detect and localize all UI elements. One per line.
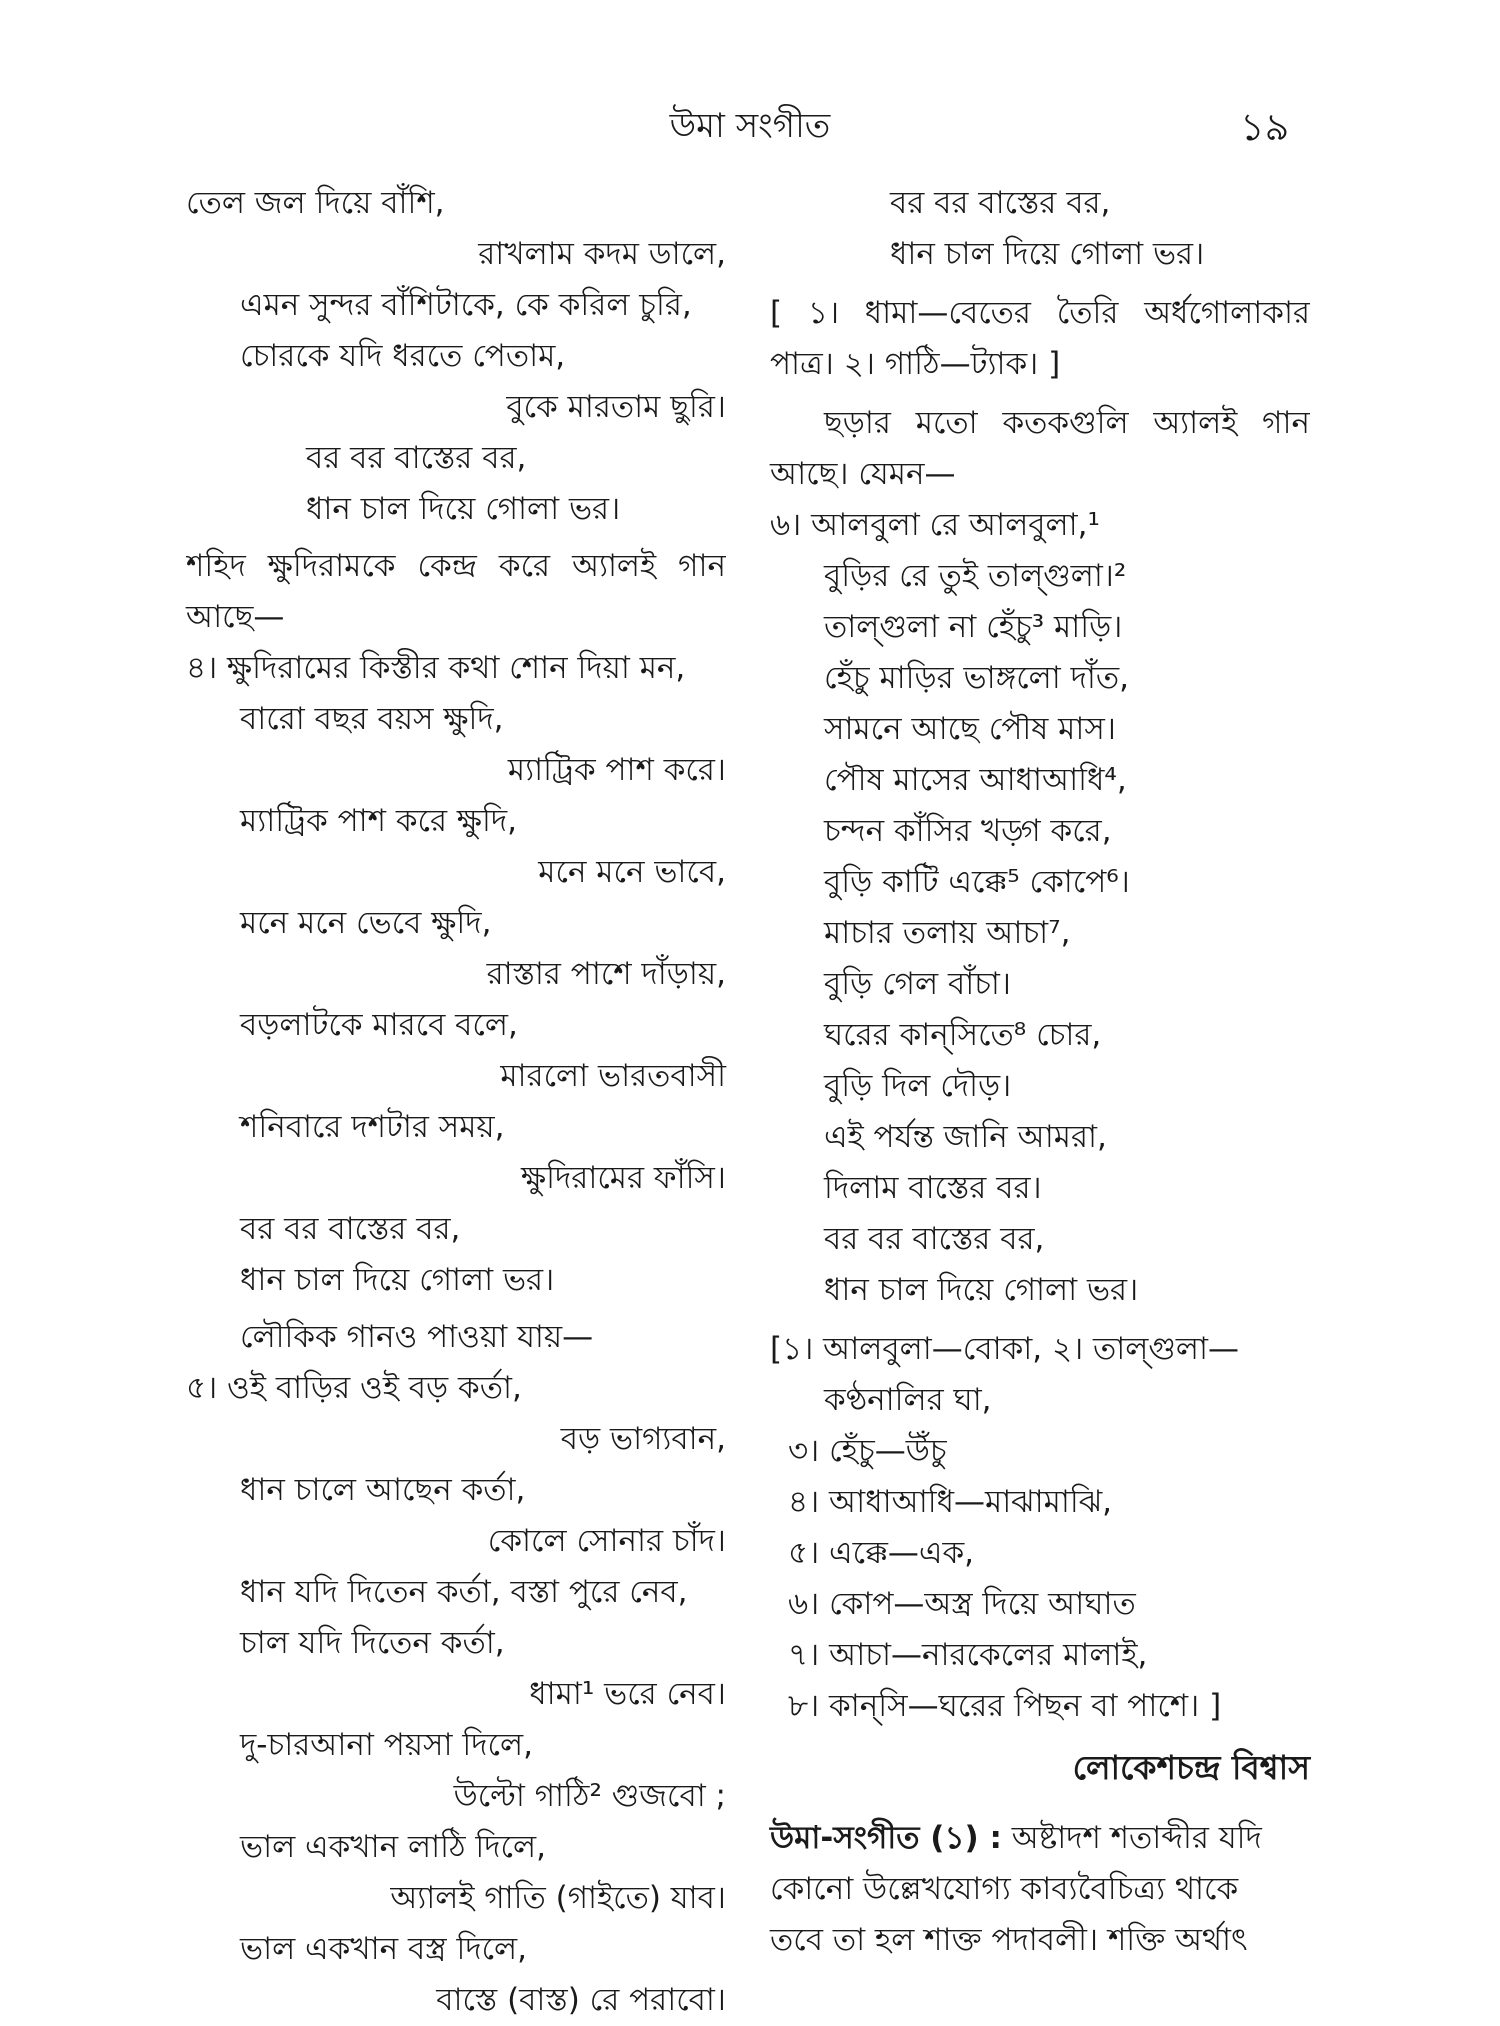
left-column-line: বড় ভাগ্যবান, [560,1421,726,1457]
right-column-line: ঘরের কান্‌সিতে⁸ চোর, [824,1017,1102,1053]
left-column-line: বাস্তে (বাস্ত) রে পরাবো। [436,1982,726,2018]
left-column-line: ধান চালে আছেন কর্তা, [240,1472,526,1508]
right-column-line: মাচার তলায় আচা⁷, [824,915,1071,951]
left-column-line: ভাল একখান লাঠি দিলে, [240,1829,546,1865]
right-column-line: চন্দন কাঁসির খড়্গ করে, [824,813,1112,849]
left-column-line: বর বর বাস্তের বর, [240,1211,461,1247]
left-column-line: ৪। ক্ষুদিরামের কিস্তীর কথা শোন দিয়া মন, [186,650,686,686]
right-column-line: ৮। কান্‌সি—ঘরের পিছন বা পাশে। ] [788,1688,1222,1724]
left-column-line: শনিবারে দশটার সময়, [240,1109,505,1145]
left-column-line: ম্যাট্রিক পাশ করে। [507,752,726,788]
left-column-line: ক্ষুদিরামের ফাঁসি। [521,1160,726,1196]
right-column-line: পাত্র। ২। গাঠি—ট্যাক। ] [770,346,1061,382]
right-column-line: আছে। যেমন— [770,456,956,492]
right-column-line: ৪। আধাআধি—মাঝামাঝি, [788,1484,1113,1520]
left-column-line: ধান যদি দিতেন কর্তা, বস্তা পুরে নেব, [240,1574,688,1610]
left-column-line: মনে মনে ভেবে ক্ষুদি, [240,905,492,941]
closing-text-1: অষ্টাদশ শতাব্দীর যদি [1011,1820,1262,1856]
right-column-line: ছড়ার মতো কতকগুলি অ্যালই গান [824,405,1310,441]
right-column-line: ধান চাল দিয়ে গোলা ভর। [824,1272,1139,1308]
left-column-line: দু-চারআনা পয়সা দিলে, [240,1727,533,1763]
running-title: উমা সংগীত [669,106,831,146]
left-column-line: ভাল একখান বস্ত্র দিলে, [240,1931,528,1967]
right-column-line: বুড়ি দিল দৌড়। [824,1068,1012,1104]
right-column-line: এই পর্যন্ত জানি আমরা, [824,1119,1107,1155]
author-name: লোকেশচন্দ্র বিশ্বাস [1072,1748,1310,1787]
left-column-line: মারলো ভারতবাসী [500,1058,726,1094]
left-column-line: কোলে সোনার চাঁদ। [487,1523,726,1559]
left-column-line: ধান চাল দিয়ে গোলা ভর। [306,491,621,527]
left-column-line: বারো বছর বয়স ক্ষুদি, [240,701,504,737]
left-column-line: ধামা¹ ভরে নেব। [529,1676,726,1712]
closing-paragraph-line-3: তবে তা হল শাক্ত পদাবলী। শক্তি অর্থাৎ [770,1922,1248,1958]
right-column-line: [১। আলবুলা—বোকা, ২। তাল্‌গুলা— [770,1331,1239,1367]
right-column-line: দিলাম বাস্তের বর। [824,1170,1042,1206]
closing-paragraph-line-1 [770,1813,1310,1864]
right-column-line: পৌষ মাসের আধাআধি⁴, [824,762,1127,798]
right-column-line: [ ১। ধামা—বেতের তৈরি অর্ধগোলাকার [770,295,1310,331]
left-column-line: রাস্তার পাশে দাঁড়ায়, [486,956,726,992]
left-column-line: আছে— [186,599,285,635]
left-column-line: চাল যদি দিতেন কর্তা, [240,1625,505,1661]
right-column-line: ৩। হেঁচু—উঁচু [788,1433,947,1469]
left-column-line: চোরকে যদি ধরতে পেতাম, [240,338,566,374]
right-column-line: বুড়ির রে তুই তাল্‌গুলা।² [824,558,1127,594]
right-column [770,178,1310,1966]
right-column-line: তাল্‌গুলা না হেঁচু³ মাড়ি। [824,609,1123,645]
right-column-line: বর বর বাস্তের বর, [824,1221,1045,1257]
right-column-line: ৬। আলবুলা রে আলবুলা,¹ [770,507,1100,543]
left-column-line: রাখলাম কদম ডালে, [478,236,726,272]
right-column-line: ৫। এক্কে—এক, [788,1535,975,1571]
right-column-line: কণ্ঠনালির ঘা, [824,1382,992,1418]
left-column-line: তেল জল দিয়ে বাঁশি, [186,185,445,221]
right-column-line: বুড়ি কাটি এক্কে⁵ কোপে⁶। [824,864,1130,900]
left-column-line: শহিদ ক্ষুদিরামকে কেন্দ্র করে অ্যালই গান [186,548,726,584]
left-column-line: মনে মনে ভাবে, [538,854,726,890]
left-column-line: বর বর বাস্তের বর, [306,440,527,476]
left-column-line: বুকে মারতাম ছুরি। [506,389,726,425]
left-column-line: এমন সুন্দর বাঁশিটাকে, কে করিল চুরি, [240,287,692,323]
left-column [186,178,726,2026]
left-column-line: লৌকিক গানও পাওয়া যায়— [240,1319,594,1355]
left-column-line: বড়লাটকে মারবে বলে, [240,1007,518,1043]
right-column-line: বুড়ি গেল বাঁচা। [824,966,1012,1002]
left-column-line: ম্যাট্রিক পাশ করে ক্ষুদি, [240,803,518,839]
left-column-line: উল্টো গাঠি² গুজবো ; [453,1778,726,1814]
left-column-line: অ্যালই গাতি (গাইতে) যাব। [390,1880,726,1916]
right-column-line: বর বর বাস্তের বর, [890,185,1111,221]
closing-paragraph-line-2: কোনো উল্লেখযোগ্য কাব্যবৈচিত্র্য থাকে [770,1871,1239,1907]
left-column-line: ধান চাল দিয়ে গোলা ভর। [240,1262,555,1298]
right-column-line: হেঁচু মাড়ির ভাঙ্গলো দাঁত, [824,660,1129,696]
right-column-line: ৭। আচা—নারকেলের মালাই, [788,1637,1148,1673]
right-column-line: সামনে আছে পৌষ মাস। [824,711,1116,747]
section-heading: উমা-সংগীত (১) : [770,1820,1002,1856]
right-column-line: ধান চাল দিয়ে গোলা ভর। [890,236,1205,272]
left-column-line: ৫। ওই বাড়ির ওই বড় কর্তা, [186,1370,522,1406]
page-number: ১৯ [1240,105,1290,149]
right-column-line: ৬। কোপ—অস্ত্র দিয়ে আঘাত [788,1586,1136,1622]
